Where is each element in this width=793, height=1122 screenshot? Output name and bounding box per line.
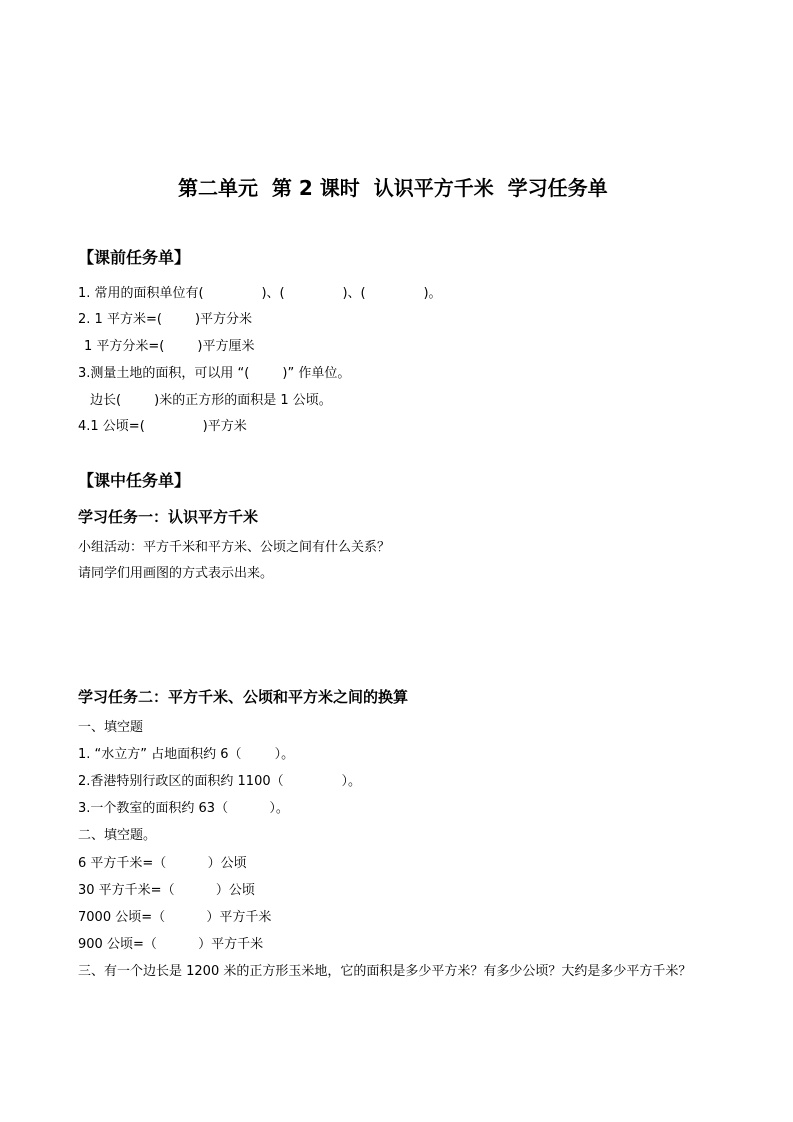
pre-task-line-3: 1 平方分米=( )平方厘米 <box>84 339 255 354</box>
task2-line-7: 30 平方千米=（ ）公顷 <box>78 883 255 898</box>
task2-line-9: 900 公顷=（ ）平方千米 <box>78 937 264 952</box>
in-class-heading: 【课中任务单】 <box>78 471 191 490</box>
task2-line-1: 一、填空题 <box>78 720 144 735</box>
pre-task-line-2: 2. 1 平方米=( )平方分米 <box>78 312 253 327</box>
task2-line-10: 三、有一个边长是 1200 米的正方形玉米地，它的面积是多少平方米？有多少公顷？大约是多少平方千米？ <box>78 964 692 979</box>
task1-title: 学习任务一：认识平方千米 <box>78 508 259 526</box>
worksheet-title: 第二单元 第 2 课时 认识平方千米 学习任务单 <box>178 176 608 200</box>
task2-line-4: 3.一个教室的面积约 63（ ）。 <box>78 801 289 816</box>
pre-task-heading: 【课前任务单】 <box>78 248 191 267</box>
task2-line-2: 1. “水立方” 占地面积约 6（ ）。 <box>78 747 295 762</box>
task2-line-5: 二、填空题。 <box>78 828 157 843</box>
task2-line-6: 6 平方千米=（ ）公顷 <box>78 856 247 871</box>
pre-task-line-4: 3.测量土地的面积，可以用 “( )” 作单位。 <box>78 366 351 381</box>
task1-line-2: 请同学们用画图的方式表示出来。 <box>78 566 274 581</box>
task2-line-3: 2.香港特别行政区的面积约 1100（ ）。 <box>78 774 361 789</box>
task2-line-8: 7000 公顷=（ ）平方千米 <box>78 910 272 925</box>
pre-task-line-1: 1. 常用的面积单位有( )、( )、( )。 <box>78 286 442 301</box>
pre-task-line-6: 4.1 公顷=( )平方米 <box>78 419 247 434</box>
task1-line-1: 小组活动：平方千米和平方米、公顷之间有什么关系？ <box>78 540 391 555</box>
pre-task-line-5: 边长( )米的正方形的面积是 1 公顷。 <box>90 393 332 408</box>
task2-title: 学习任务二：平方千米、公顷和平方米之间的换算 <box>78 688 409 706</box>
